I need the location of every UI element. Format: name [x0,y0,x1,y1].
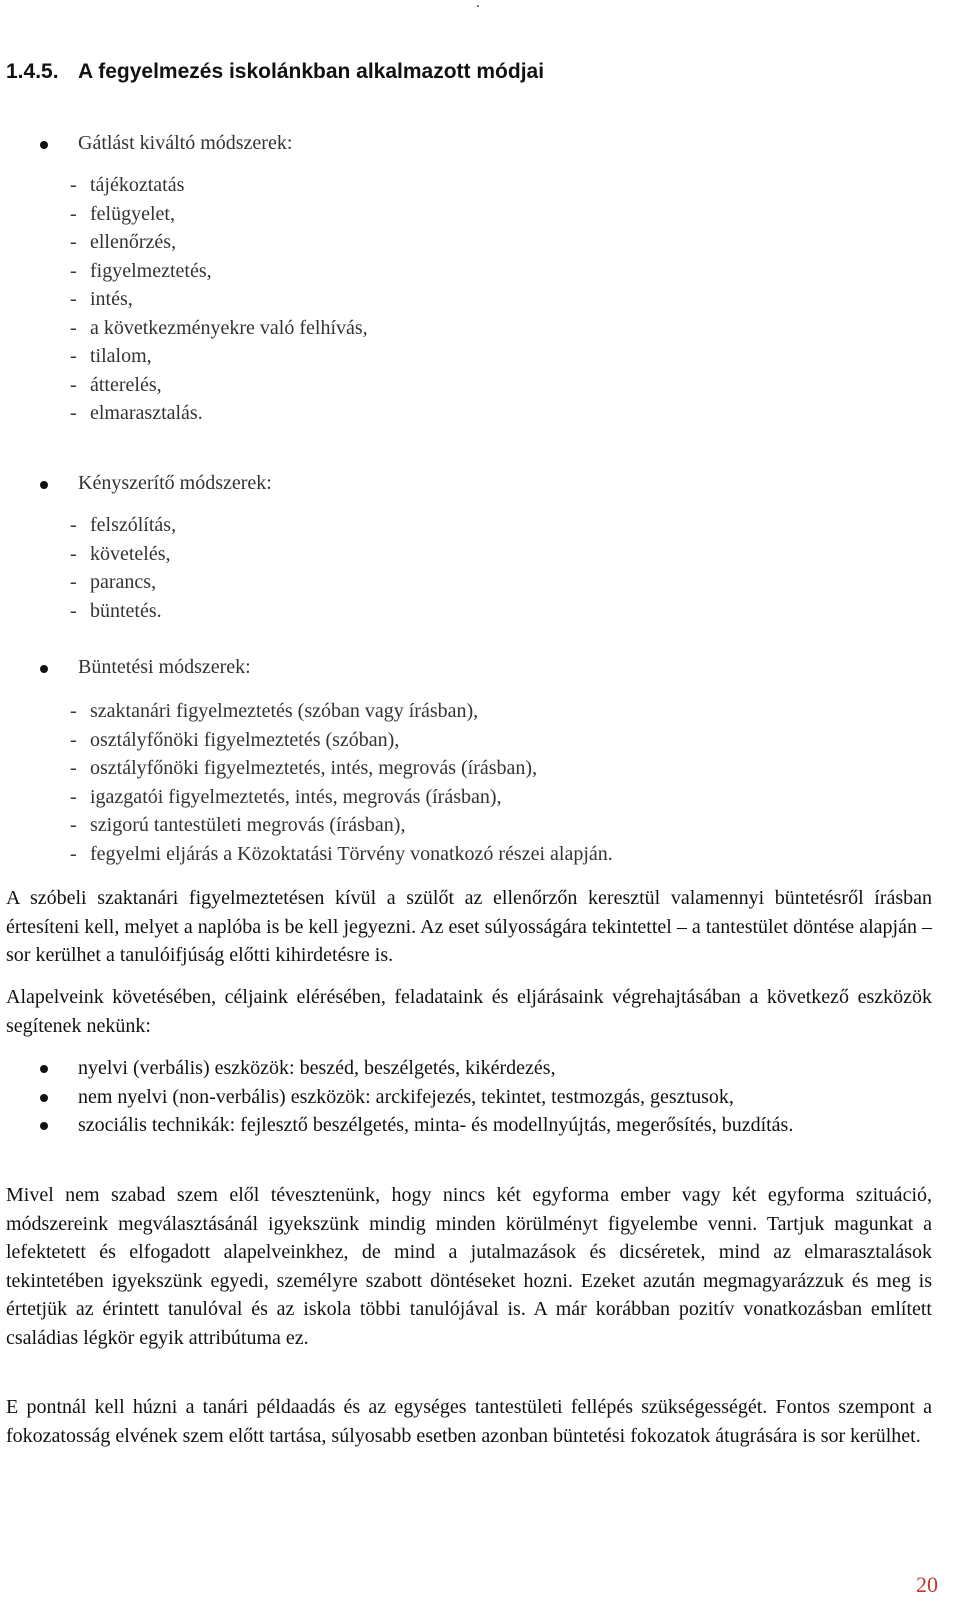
section-number: 1.4.5. [6,60,59,83]
list-item: - büntetés. [70,599,162,622]
list-item: - parancs, [70,571,157,593]
list-item: szociális technikák: fejlesztő beszélgetés, minta- és modellnyújtás, megerősítés, buzdítás. [40,1111,932,1140]
list-item: - osztályfőnöki figyelmeztetés, intés, megrovás (írásban), [70,757,538,779]
list-item: - felszólítás, [70,514,177,536]
list-item: - felügyelet, [70,202,175,225]
punitive-methods-list [70,697,613,868]
tools-list [40,1054,932,1140]
inhibiting-methods-list [70,171,368,428]
list-item: - szigorú tantestületi megrovás (írásban), [70,814,406,836]
bullet-icon [40,481,48,489]
list-item: - ellenőrzés, [70,231,177,253]
list-item: - szaktanári figyelmeztetés (szóban vagy írásban), [70,700,479,722]
list-item: - intés, [70,288,133,310]
list-item: nyelvi (verbális) eszközök: beszéd, beszélgetés, kikérdezés, [40,1054,932,1083]
paragraph-notification: A szóbeli szaktanári figyelmeztetésen kívül a szülőt az ellenőrzőn keresztül valamennyi büntetésről írásban értesíteni kell, melyet a naplóba is be kell jegyezni. Az eset súlyosságára tekintettel – a tantestület döntése alapján – sor kerülhet a tanulóifjúság előtti kihirdetésre is. [6,887,932,966]
list-item: - figyelmeztetés, [70,259,212,282]
list-item: - elmarasztalás. [70,402,203,424]
list-item: - követelés, [70,542,171,565]
section-heading [6,60,946,84]
list-item: - tájékoztatás [70,174,185,196]
list-item: nem nyelvi (non-verbális) eszközök: arckifejezés, tekintet, testmozgás, gesztusok, [40,1083,932,1112]
group-title: Kényszerítő módszerek: [78,472,272,494]
bullet-icon [40,1094,48,1102]
paragraph-tools-intro: Alapelveink követésében, céljaink elérésében, feladataink és eljárásaink végrehajtásában a következő eszközök segítenek nekünk: [6,986,932,1037]
bullet-icon [40,665,48,673]
coercive-methods-list [70,511,176,625]
bullet-icon [40,1122,48,1130]
group-title: Gátlást kiváltó módszerek: [78,132,293,154]
page-number: 20 [916,1572,938,1597]
paragraph-individual-approach: Mivel nem szabad szem elől tévesztenünk, hogy nincs két egyforma ember vagy két egyforma szituáció, módszereink megválasztásánál igyekszünk mindig minden körülményt figyelembe venni. Tartjuk magunkat a lefektetett és elfogadott alapelveinkhez, de mind a jutalmazások és dicséretek, mind az elmarasztalások tekintetében igyekszünk egyedi, személyre szabott döntéseket hozni. Ezeket azután megmagyarázzuk és meg is értetjük az érintett tanulóval és az iskola többi tanulójával is. A már korábban pozitív vonatkozásban említett családias légkör egyik attribútuma ez. [6,1184,932,1349]
list-item: - osztályfőnöki figyelmeztetés (szóban), [70,728,400,751]
bullet-icon [40,141,48,149]
list-item: - igazgatói figyelmeztetés, intés, megrovás (írásban), [70,785,502,808]
list-item: - tilalom, [70,345,152,367]
group-title: Büntetési módszerek: [78,656,251,678]
paragraph-teacher-example: E pontnál kell húzni a tanári példaadás és az egységes tantestületi fellépés szükségességét. Fontos szempont a fokozatosság elvének szem előtt tartása, súlyosabb esetben azonban büntetési fokozatok átugrására is sor kerülhet. [6,1396,932,1447]
list-item: - fegyelmi eljárás a Közoktatási Törvény vonatkozó részei alapján. [70,842,613,865]
list-item: - a következményekre való felhívás, [70,316,368,339]
top-mark: . [476,0,480,11]
section-title: A fegyelmezés iskolánkban alkalmazott módjai [78,60,545,83]
bullet-icon [40,1065,48,1073]
list-item: - átterelés, [70,373,162,396]
